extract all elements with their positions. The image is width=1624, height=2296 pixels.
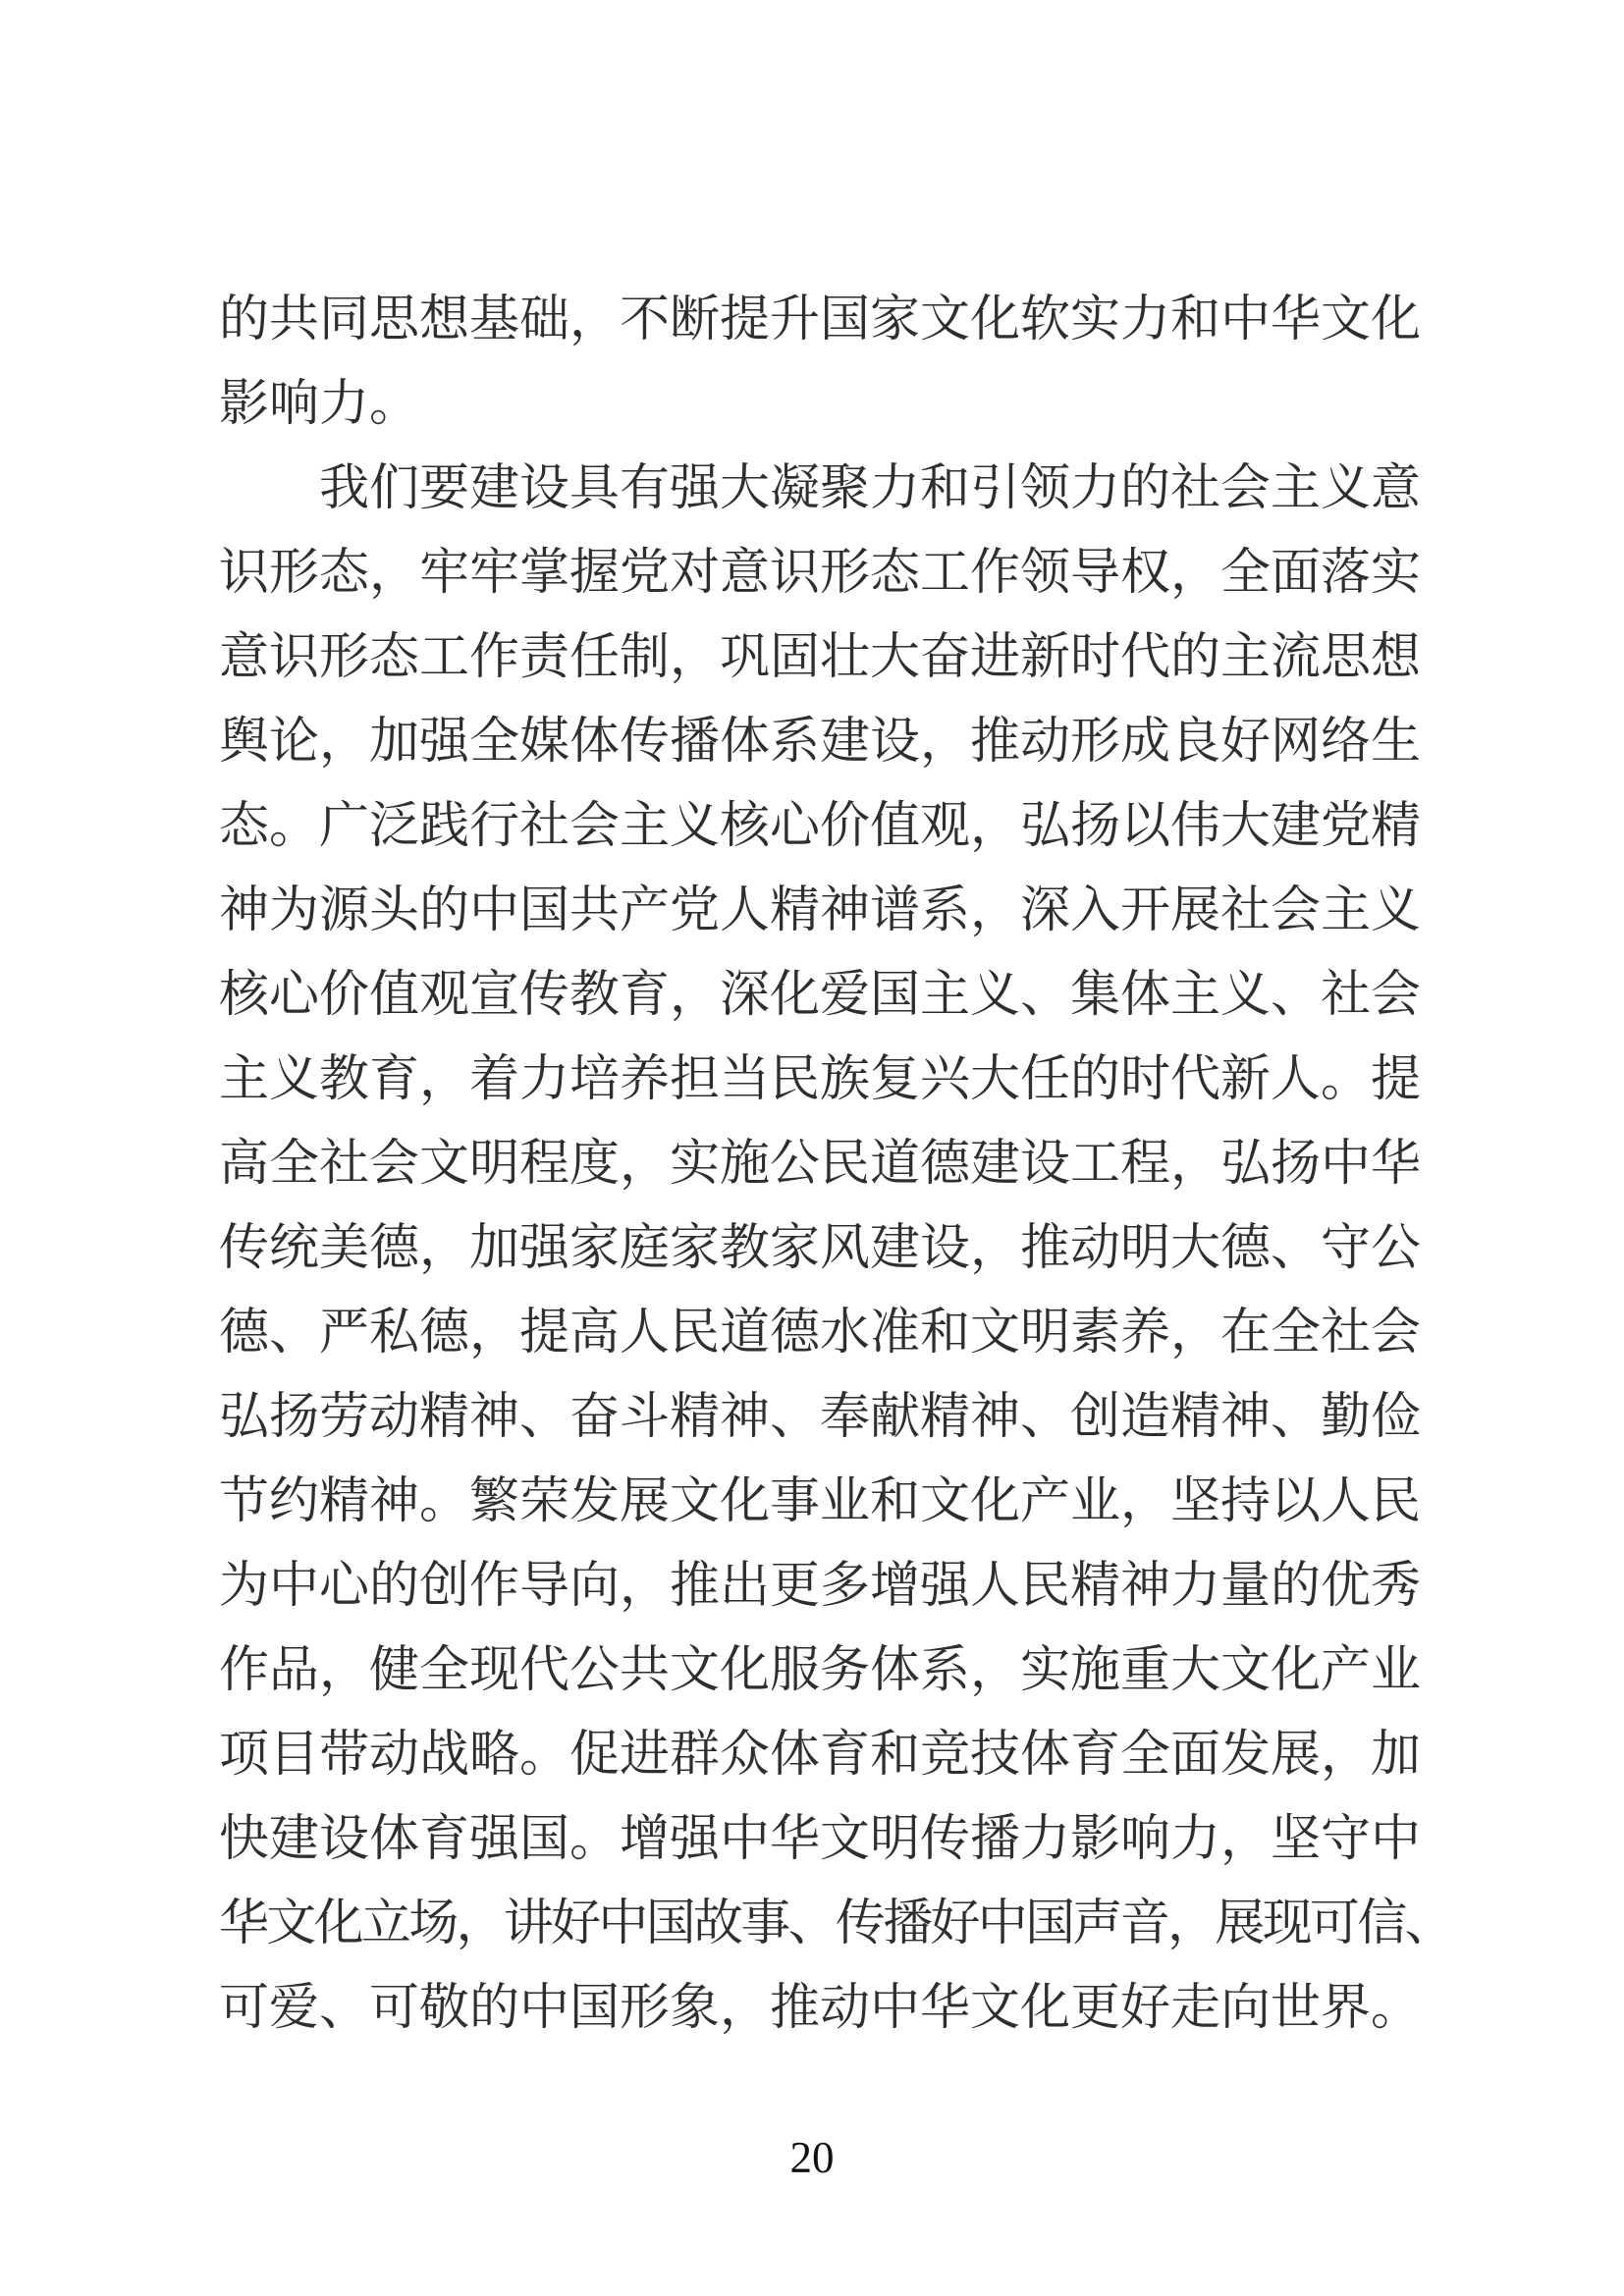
text-line: 华文化立场，讲好中国故事、传播好中国声音，展现可信、 bbox=[219, 1896, 1452, 1951]
text-line: 高全社会文明程度，实施公民道德建设工程，弘扬中华 bbox=[219, 1137, 1422, 1192]
text-line: 作品，健全现代公共文化服务体系，实施重大文化产业 bbox=[219, 1643, 1422, 1698]
text-line: 神为源头的中国共产党人精神谱系，深入开展社会主义 bbox=[219, 883, 1422, 938]
text-line: 传统美德，加强家庭家教家风建设，推动明大德、守公 bbox=[219, 1221, 1422, 1276]
text-line: 识形态，牢牢掌握党对意识形态工作领导权，全面落实 bbox=[219, 546, 1422, 601]
text-line: 影响力。 bbox=[219, 377, 420, 432]
text-line: 的共同思想基础，不断提升国家文化软实力和中华文化 bbox=[219, 293, 1422, 347]
page-number: 20 bbox=[789, 2133, 835, 2182]
text-line: 弘扬劳动精神、奋斗精神、奉献精神、创造精神、勤俭 bbox=[219, 1390, 1422, 1445]
text-line: 舆论，加强全媒体传播体系建设，推动形成良好网络生 bbox=[219, 715, 1422, 770]
body-text bbox=[219, 278, 1452, 2051]
text-line: 态。广泛践行社会主义核心价值观，弘扬以伟大建党精 bbox=[219, 799, 1422, 854]
text-line: 节约精神。繁荣发展文化事业和文化产业，坚持以人民 bbox=[219, 1474, 1422, 1529]
text-line: 快建设体育强国。增强中华文明传播力影响力，坚守中 bbox=[219, 1812, 1422, 1867]
text-line: 意识形态工作责任制，巩固壮大奋进新时代的主流思想 bbox=[219, 630, 1422, 685]
text-line: 项目带动战略。促进群众体育和竞技体育全面发展，加 bbox=[219, 1728, 1422, 1783]
text-line: 主义教育，着力培养担当民族复兴大任的时代新人。提 bbox=[219, 1052, 1422, 1107]
text-line: 核心价值观宣传教育，深化爱国主义、集体主义、社会 bbox=[219, 968, 1422, 1023]
text-line: 为中心的创作导向，推出更多增强人民精神力量的优秀 bbox=[219, 1559, 1422, 1614]
text-line: 可爱、可敬的中国形象，推动中华文化更好走向世界。 bbox=[219, 1981, 1422, 2036]
text-line: 德、严私德，提高人民道德水准和文明素养，在全社会 bbox=[219, 1306, 1422, 1361]
text-line: 我们要建设具有强大凝聚力和引领力的社会主义意 bbox=[319, 461, 1422, 516]
